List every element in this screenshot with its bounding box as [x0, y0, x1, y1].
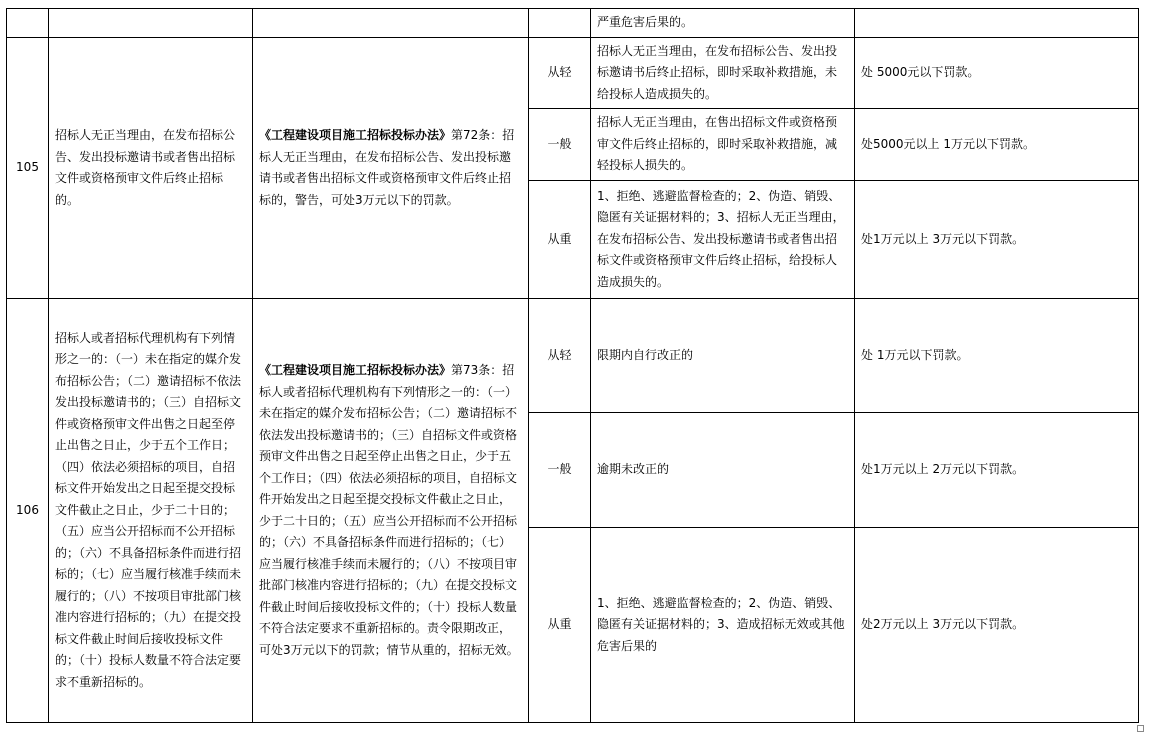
discretion-level: 一般 [529, 109, 591, 181]
penalty-standard: 处1万元以上 3万元以下罚款。 [855, 181, 1139, 299]
legal-basis [253, 9, 529, 38]
discretion-level: 从重 [529, 528, 591, 723]
discretion-level: 从轻 [529, 38, 591, 109]
applicable-circumstance: 招标人无正当理由，在售出招标文件或资格预审文件后终止招标的，即时采取补救措施，减轻投标人损失的。 [591, 109, 855, 181]
discretion-level: 一般 [529, 413, 591, 528]
legal-basis [253, 38, 529, 299]
table-row [7, 9, 1139, 38]
item-number: 106 [7, 299, 49, 723]
penalty-standards-table [6, 8, 1139, 723]
applicable-circumstance: 招标人无正当理由，在发布招标公告、发出投标邀请书后终止招标，即时采取补救措施，未给投标人造成损失的。 [591, 38, 855, 109]
penalty-standard: 处 1万元以下罚款。 [855, 299, 1139, 413]
penalty-standard: 处5000元以上 1万元以下罚款。 [855, 109, 1139, 181]
applicable-circumstance: 1、拒绝、逃避监督检查的；2、伪造、销毁、隐匿有关证据材料的；3、造成招标无效或其他危害后果的 [591, 528, 855, 723]
applicable-circumstance: 严重危害后果的。 [591, 9, 855, 38]
applicable-circumstance: 1、拒绝、逃避监督检查的；2、伪造、销毁、隐匿有关证据材料的；3、招标人无正当理由，在发布招标公告、发出投标邀请书或者售出招标文件或资格预审文件后终止招标，给投标人造成损失的。 [591, 181, 855, 299]
item-number [7, 9, 49, 38]
violation-description: 招标人或者招标代理机构有下列情形之一的：（一）未在指定的媒介发布招标公告；（二）邀请招标不依法发出投标邀请书的；（三）自招标文件或资格预审文件出售之日起至停止出售之日止，少于五个工作日；（四）依法必须招标的项目，自招标文件开始发出之日起至提交投标文件截止之日止，少于二十日的；（五）应当公开招标而不公开招标的；（六）不具备招标条件而进行招标的；（七）应当履行核准手续而未履行的；（八）不按项目审批部门核准内容进行招标的；（九）在提交投标文件截止时间后接收投标文件的；（十）投标人数量不符合法定要求不重新招标的。 [49, 299, 253, 723]
violation-description: 招标人无正当理由，在发布招标公告、发出投标邀请书或者售出招标文件或资格预审文件后终止招标的。 [49, 38, 253, 299]
table-row [7, 299, 1139, 413]
applicable-circumstance: 逾期未改正的 [591, 413, 855, 528]
violation-description [49, 9, 253, 38]
page-corner-marker [1137, 725, 1144, 732]
penalty-standard: 处2万元以上 3万元以下罚款。 [855, 528, 1139, 723]
law-title: 《工程建设项目施工招标投标办法》 [259, 128, 452, 142]
discretion-level: 从轻 [529, 299, 591, 413]
applicable-circumstance: 限期内自行改正的 [591, 299, 855, 413]
discretion-level: 从重 [529, 181, 591, 299]
legal-basis [253, 299, 529, 723]
discretion-level [529, 9, 591, 38]
table-row [7, 38, 1139, 109]
law-article: 第72条：招标人无正当理由，在发布招标公告、发出投标邀请书或者售出招标文件或资格预审文件后终止招标的，警告，可处3万元以下的罚款。 [259, 128, 515, 207]
item-number: 105 [7, 38, 49, 299]
penalty-standard: 处1万元以上 2万元以下罚款。 [855, 413, 1139, 528]
penalty-standard: 处 5000元以下罚款。 [855, 38, 1139, 109]
law-article: 第73条：招标人或者招标代理机构有下列情形之一的：（一）未在指定的媒介发布招标公告；（二）邀请招标不依法发出投标邀请书的；（三）自招标文件或资格预审文件出售之日起至停止出售之日止，少于五个工作日；（四）依法必须招标的项目，自招标文件开始发出之日起至提交投标文件截止之日止，少于二十日的；（五）应当公开招标而不公开招标的；（六）不具备招标条件而进行招标的；（七）应当履行核准手续而未履行的；（八）不按项目审批部门核准内容进行招标的；（九）在提交投标文件截止时间后接收投标文件的；（十）投标人数量不符合法定要求不重新招标的。责令限期改正，可处3万元以下的罚款；情节从重的，招标无效。 [259, 363, 519, 657]
penalty-standard [855, 9, 1139, 38]
law-title: 《工程建设项目施工招标投标办法》 [259, 363, 452, 377]
